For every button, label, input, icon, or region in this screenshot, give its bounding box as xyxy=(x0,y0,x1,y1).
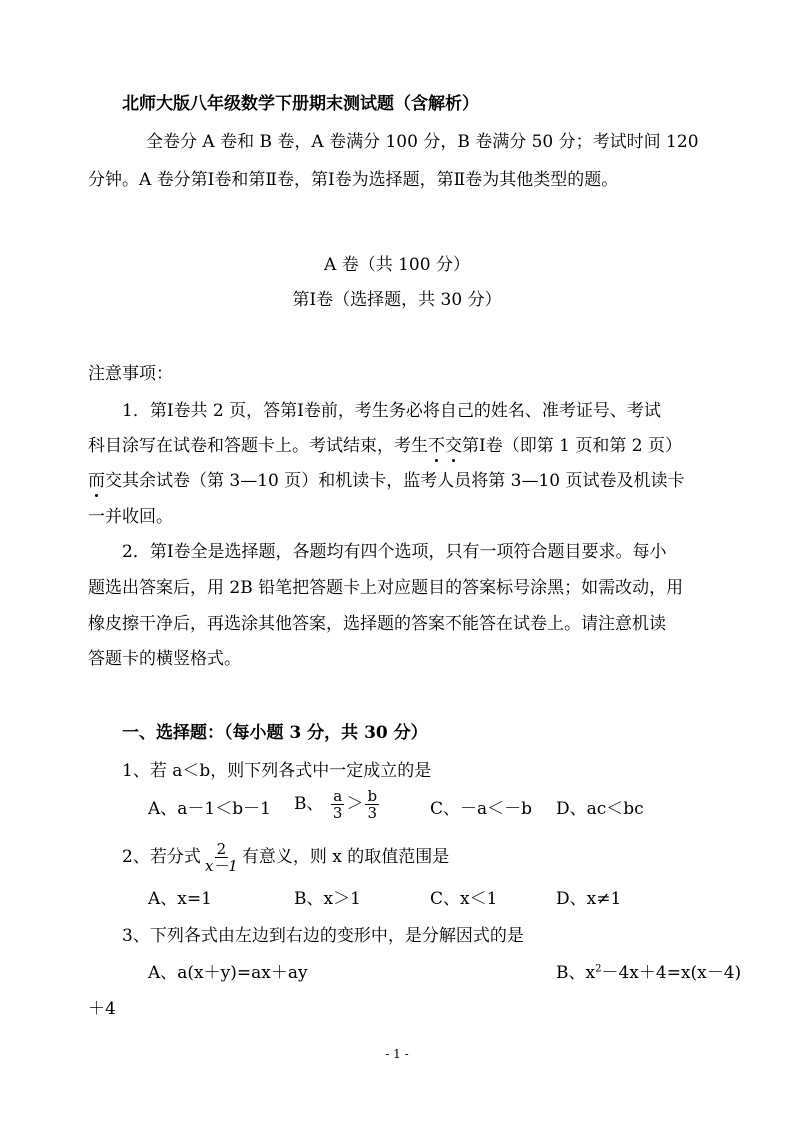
section-a-heading: A 卷（共 100 分） xyxy=(324,255,470,275)
fraction-denominator: 3 xyxy=(367,804,378,822)
comparison-operator: ＞ xyxy=(346,794,364,814)
notice-2-line-1: 2．第Ⅰ卷全是选择题，各题均有四个选项，只有一项符合题目要求。每小 xyxy=(122,542,667,562)
fraction-denominator: 3 xyxy=(332,804,343,822)
notice-1-line-3 xyxy=(88,469,685,493)
superscript-exponent: 2 xyxy=(595,963,602,975)
question-2-stem-text: 有意义，则 x 的取值范围是 xyxy=(241,847,450,867)
question-2-option-b: B、x＞1 xyxy=(294,889,361,909)
question-3-stem: 3、下列各式由左边到右边的变形中，是分解因式的是 xyxy=(122,926,524,946)
emphasis-char: 而 xyxy=(88,471,105,491)
question-1-option-a: A、a－1＜b－1 xyxy=(148,799,271,819)
fraction-2-over-x-minus-1 xyxy=(203,841,240,874)
emphasis-char: 交 xyxy=(445,436,462,456)
notice-2-line-3: 橡皮擦干净后，再选涂其他答案，选择题的答案不能答在试卷上。请注意机读 xyxy=(88,614,666,634)
intro-line-1: 全卷分 A 卷和 B 卷，A 卷满分 100 分，B 卷满分 50 分；考试时间 120 xyxy=(146,132,699,152)
notice-2-line-4: 答题卡的横竖格式。 xyxy=(88,649,241,669)
notice-1-line-2-text: 第Ⅰ卷（即第 1 页和第 2 页） xyxy=(462,436,682,456)
question-2-stem xyxy=(122,841,449,874)
question-2-option-c: C、x＜1 xyxy=(430,889,498,909)
fraction-denominator: x－1 xyxy=(204,857,238,875)
document-title: 北师大版八年级数学下册期末测试题（含解析） xyxy=(122,94,479,114)
option-b-label: B、 xyxy=(294,794,324,814)
notice-2-line-2: 题选出答案后，用 2B 铅笔把答题卡上对应题目的答案标号涂黑；如需改动，用 xyxy=(88,578,684,598)
part-1-title: 一、选择题：（每小题 3 分，共 30 分） xyxy=(122,723,428,743)
question-1-option-b xyxy=(294,788,381,821)
question-3-option-a: A、a(x＋y)=ax＋ay xyxy=(148,963,308,983)
notice-1-line-3-text: 交其余试卷（第 3—10 页）和机读卡，监考人员将第 3—10 页试卷及机读卡 xyxy=(105,471,685,491)
notice-1-line-2 xyxy=(88,434,682,458)
notice-1-line-4: 一并收回。 xyxy=(88,507,173,527)
question-1-option-d: D、ac＜bc xyxy=(556,799,644,819)
question-3-option-b-continuation: ＋4 xyxy=(88,999,116,1019)
question-2-option-a: A、x=1 xyxy=(148,889,212,909)
fraction-numerator: a xyxy=(333,787,343,805)
question-2-option-d: D、x≠1 xyxy=(556,889,622,909)
fraction-a-over-3 xyxy=(331,788,345,821)
option-b-text: －4x＋4=x(x－4) xyxy=(601,963,742,983)
fraction-numerator: 2 xyxy=(216,840,227,858)
option-b-text: B、x xyxy=(556,963,596,983)
question-3-option-b xyxy=(556,961,741,985)
notice-1-line-1: 1．第Ⅰ卷共 2 页，答第Ⅰ卷前，考生务必将自己的姓名、准考证号、考试 xyxy=(122,401,661,421)
question-1-stem: 1、若 a＜b，则下列各式中一定成立的是 xyxy=(122,761,432,781)
question-1-option-c: C、－a＜－b xyxy=(430,799,533,819)
volume-1-heading: 第Ⅰ卷（选择题，共 30 分） xyxy=(292,290,502,310)
emphasis-char: 不 xyxy=(428,436,445,456)
notice-title: 注意事项： xyxy=(88,364,173,384)
notice-1-line-2-text: 科目涂写在试卷和答题卡上。考试结束，考生 xyxy=(88,436,428,456)
fraction-numerator: b xyxy=(367,787,378,805)
intro-line-2: 分钟。A 卷分第Ⅰ卷和第Ⅱ卷，第Ⅰ卷为选择题，第Ⅱ卷为其他类型的题。 xyxy=(88,170,619,190)
fraction-b-over-3 xyxy=(365,788,379,821)
question-2-stem-text: 2、若分式 xyxy=(122,847,201,867)
page-number: - 1 - xyxy=(385,1047,409,1061)
